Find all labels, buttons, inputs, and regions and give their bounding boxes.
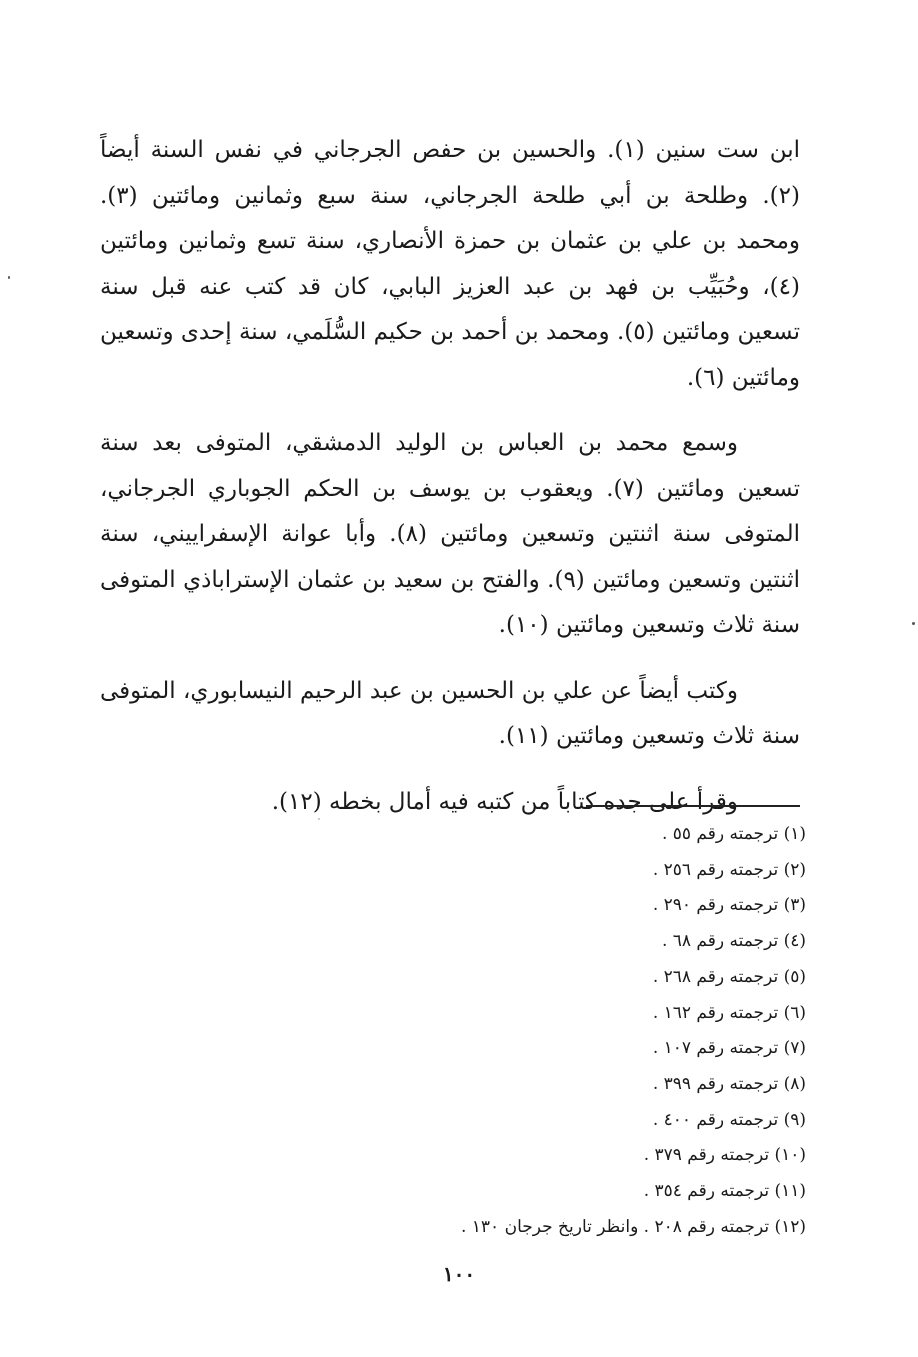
- footnote-2: (٢) ترجمته رقم ٢٥٦ .: [652, 859, 806, 880]
- scan-speck: [318, 818, 320, 820]
- scan-speck: [912, 622, 915, 625]
- footnote-12: (١٢) ترجمته رقم ٢٠٨ . وانظر تاريخ جرجان ١٣٠ .: [460, 1216, 806, 1237]
- footnote-3: (٣) ترجمته رقم ٢٩٠ .: [652, 895, 806, 916]
- paragraph-2: وسمع محمد بن العباس بن الوليد الدمشقي، المتوفى بعد سنة تسعين ومائتين (٧). ويعقوب بن يوسف بن الحكم الجوباري الجرجاني، المتوفى سنة اثنتين وتسعين ومائتين (٨). وأبا عوانة الإسفراييني، سنة اثنتين وتسعين ومائتين (٩). والفتح بن سعيد بن عثمان الإستراباذي المتوفى سنة ثلاث وتسعين ومائتين (١٠).: [100, 430, 801, 638]
- footnote-4: (٤) ترجمته رقم ٦٨ .: [661, 931, 806, 952]
- footnote-9: (٩) ترجمته رقم ٤٠٠ .: [652, 1109, 806, 1130]
- footnote-6: (٦) ترجمته رقم ١٦٢ .: [652, 1002, 806, 1023]
- footnotes: [406, 817, 806, 1245]
- footnote-1: (١) ترجمته رقم ٥٥ .: [661, 824, 806, 844]
- footnote-11: (١١) ترجمته رقم ٣٥٤ .: [643, 1181, 806, 1202]
- footnote-7: (٧) ترجمته رقم ١٠٧ .: [652, 1038, 806, 1059]
- paragraph-1: ابن ست سنين (١). والحسين بن حفص الجرجاني في نفس السنة أيضاً (٢). وطلحة بن أبي طلحة الجرجاني، سنة سبع وثمانين ومائتين (٣). ومحمد بن علي بن عثمان بن حمزة الأنصاري، سنة تسع وثمانين ومائتين (٤)، وحُبَيِّب بن فهد بن عبد العزيز البابي، كان قد كتب عنه قبل سنة تسعين ومائتين (٥). ومحمد بن أحمد بن حكيم السُّلَمي، سنة إحدى وتسعين ومائتين (٦).: [100, 137, 800, 391]
- paragraph-3: وكتب أيضاً عن علي بن الحسين بن عبد الرحيم النيسابوري، المتوفى سنة ثلاث وتسعين ومائتين (١١).: [100, 677, 800, 749]
- footnote-8: (٨) ترجمته رقم ٣٩٩ .: [652, 1073, 806, 1094]
- main-text: [100, 128, 800, 845]
- scan-speck: [8, 276, 10, 279]
- paragraph-4: وقرأ على جده كتاباً من كتبه فيه أمال بخطه (١٢).: [271, 788, 738, 815]
- footnote-5: (٥) ترجمته رقم ٢٦٨ .: [652, 966, 806, 987]
- footnote-10: (١٠) ترجمته رقم ٣٧٩ .: [643, 1145, 806, 1166]
- footnote-separator: [586, 805, 800, 807]
- page-number: ١٠٠: [442, 1262, 476, 1286]
